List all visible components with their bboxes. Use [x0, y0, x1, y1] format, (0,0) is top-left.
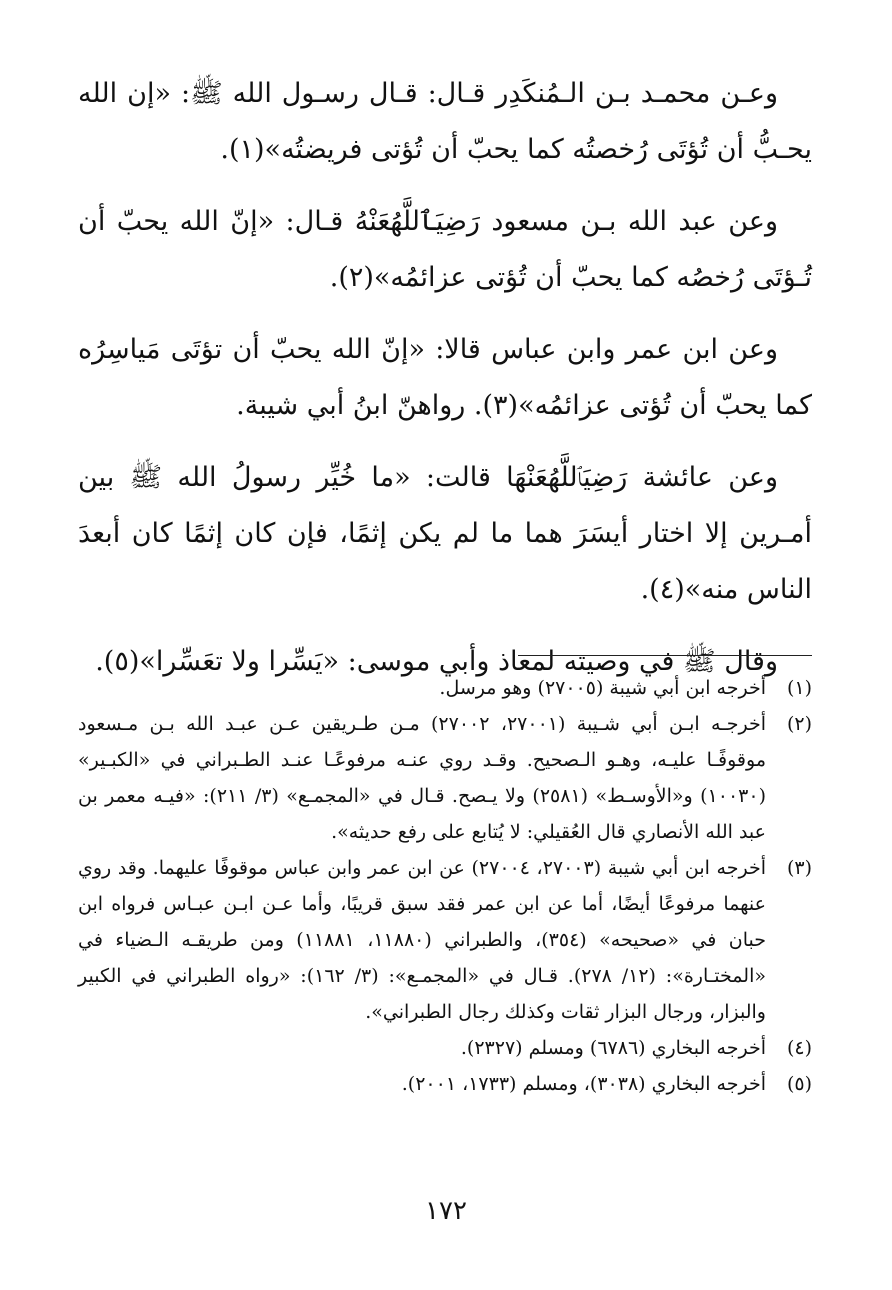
footnote-text: أخرجه ابن أبي شيبة (٢٧٠٠٣، ٢٧٠٠٤) عن ابن عمر وابن عباس موقوفًا عليهما. وقد روي عنهما مرفوعًا أيضًا، أما عن ابن عمر فقد سبق قريبًا، وأما عـن ابـن عبـاس فرواه ابن حبان في «صحيحه» (٣٥٤)، والطبراني (١١٨٨٠، ١١٨٨١) ومن طريقـه الـضياء في «المختـارة»: (١٢/ ٢٧٨). قـال في «المجمـع»: (٣/ ١٦٢): «رواه الطبراني في الكبير والبزار، ورجال البزار ثقات وكذلك رجال الطبراني».: [78, 857, 766, 1023]
footnote-number: (١): [786, 677, 812, 699]
footnote-3: [78, 850, 812, 1030]
footnotes: [78, 670, 812, 1102]
footnote-text: أخرجـه ابـن أبي شـيبة (٢٧٠٠١، ٢٧٠٠٢) مـن طـريقين عـن عبـد الله بـن مـسعود موقوفًـا عليـه، وهـو الـصحيح. وقـد روي عنـه مرفوعًـا عنـد الطـبراني في «الكبـير» (١٠٠٣٠) و«الأوسـط» (٢٥٨١) ولا يـصح. قـال في «المجمـع» (٣/ ٢١١): «فيـه معمر بن عبد الله الأنصاري قال العُقيلي: لا يُتابع على رفع حديثه».: [78, 713, 767, 843]
footnote-divider: [518, 655, 812, 656]
paragraph-3: وعن ابن عمر وابن عباس قالا: «إنّ الله يحبّ أن تؤتَى مَياسِرُه كما يحبّ أن تُؤتى عزائمُه»(٣). رواهنّ ابنُ أبي شيبة.: [78, 334, 812, 421]
footnote-text: أخرجه البخاري (٦٧٨٦) ومسلم (٢٣٢٧).: [460, 1037, 766, 1059]
main-text: [78, 66, 812, 706]
footnote-5: [78, 1066, 812, 1102]
paragraph-2: وعن عبد الله بـن مسعود رَضِيَٱللَّهُعَنْهُ قـال: «إنّ الله يحبّ أن تُـؤتَى رُخصُه كما يحبّ أن تُؤتى عزائمُه»(٢).: [78, 206, 812, 293]
footnote-4: [78, 1030, 812, 1066]
footnote-number: (٢): [786, 713, 812, 735]
paragraph-5: وقال ﷺ في وصيته لمعاذ وأبي موسى: «يَسِّرا ولا تعَسِّرا»(٥).: [95, 646, 778, 677]
footnote-text: أخرجه البخاري (٣٠٣٨)، ومسلم (١٧٣٣، ٢٠٠١).: [401, 1073, 766, 1095]
footnote-1: [78, 670, 812, 706]
paragraph-1: وعـن محمـد بـن الـمُنكَدِر قـال: قـال رسـول الله ﷺ: «إن الله يحـبُّ أن تُؤتَى رُخصتُه كما يحبّ أن تُؤتى فريضتُه»(١).: [78, 78, 812, 165]
page-number: ١٧٢: [425, 1196, 467, 1226]
paragraph-4: وعن عائشة رَضِيَٱللَّهُعَنْهَا قالت: «ما خُيِّر رسولُ الله ﷺ بين أمـرين إلا اختار أيسَرَ هما ما لم يكن إثمًا، فإن كان إثمًا كان أبعدَ الناس منه»(٤).: [78, 462, 812, 605]
footnote-text: أخرجه ابن أبي شيبة (٢٧٠٠٥) وهو مرسل.: [439, 677, 766, 699]
footnote-2: [78, 706, 812, 850]
footnote-number: (٥): [786, 1073, 812, 1095]
footnote-number: (٤): [786, 1037, 812, 1059]
footnote-number: (٣): [786, 857, 812, 879]
